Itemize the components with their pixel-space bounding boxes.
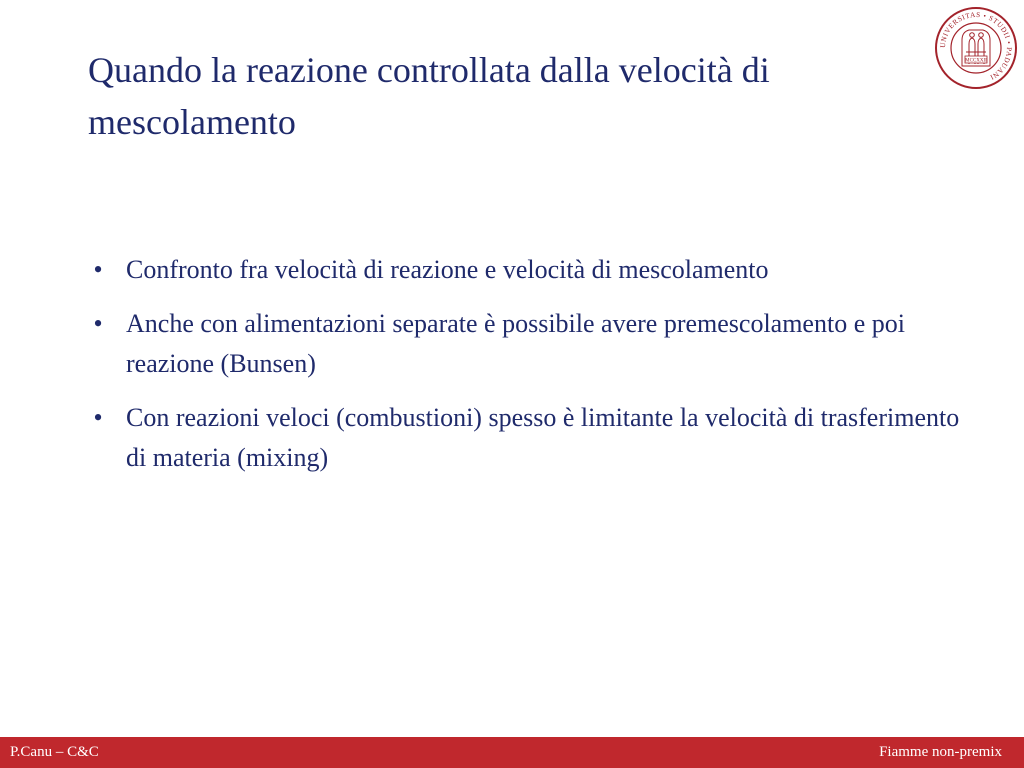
- university-seal-icon: [934, 6, 1018, 90]
- footer-bar: [0, 737, 1024, 768]
- bullet-item: [88, 250, 968, 290]
- bullet-item: [88, 398, 968, 478]
- slide-title: Quando la reazione controllata dalla velocità di mescolamento: [88, 50, 770, 142]
- seal-year: MCCXXII: [965, 58, 987, 64]
- bullet-text: Con reazioni veloci (combustioni) spesso è limitante la velocità di trasferimento di materia (mixing): [126, 403, 960, 472]
- bullet-marker: •: [93, 255, 103, 284]
- seal-text: UNIVERSITAS • STUDII • PADUANI: [938, 10, 1014, 82]
- footer-topic: Fiamme non-premix: [879, 744, 1002, 760]
- bullet-text: Confronto fra velocità di reazione e velocità di mescolamento: [126, 255, 769, 284]
- footer-author: P.Canu – C&C: [10, 744, 99, 760]
- svg-text:UNIVERSITAS • STUDII • PADUANI: [939, 11, 1013, 82]
- bullet-marker: •: [93, 309, 103, 338]
- bullet-item: [88, 304, 968, 384]
- bullet-marker: •: [93, 403, 103, 432]
- bullet-text: Anche con alimentazioni separate è possibile avere premescolamento e poi reazione (Bunsen): [126, 309, 905, 378]
- bullet-list: [88, 250, 968, 492]
